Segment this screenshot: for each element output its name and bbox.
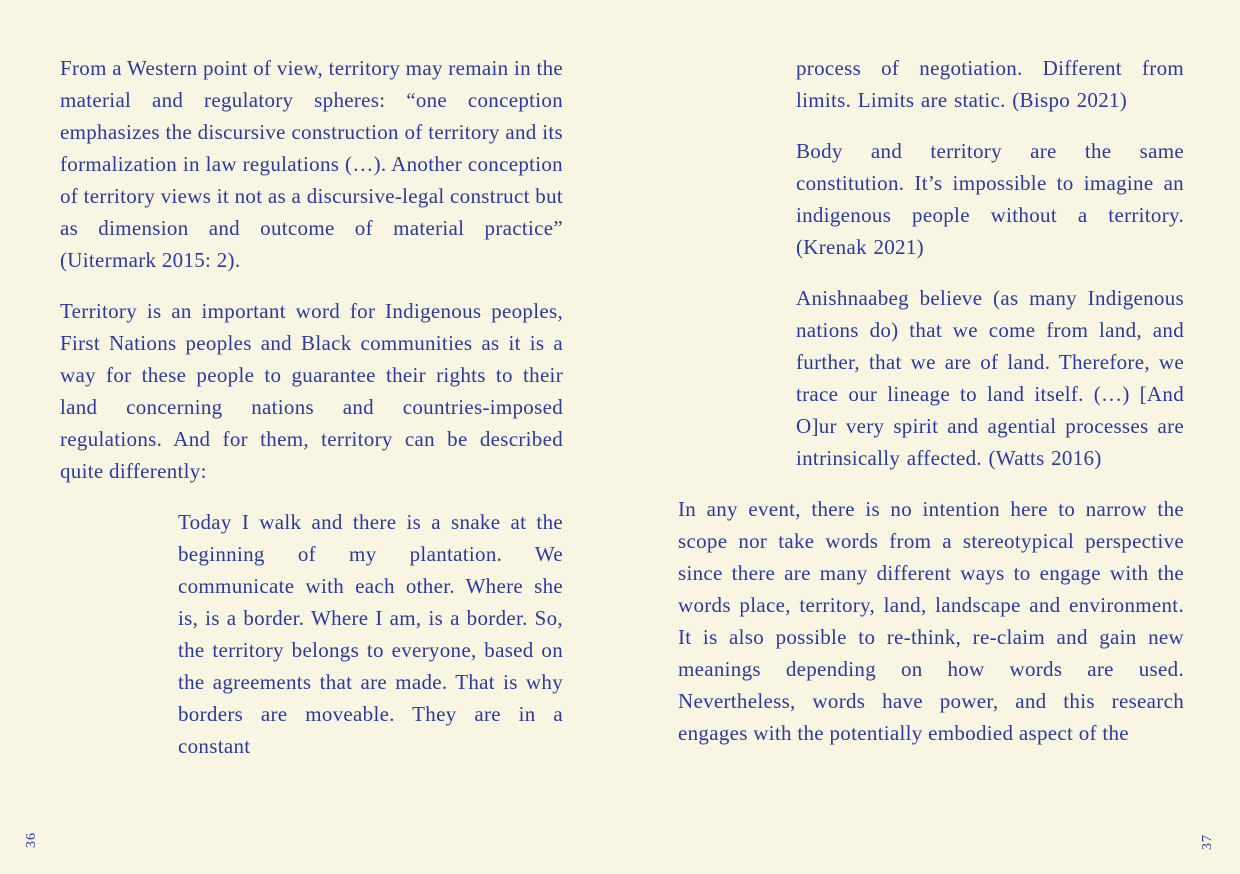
right-blockquote-bispo: process of negotiation. Different from limits. Limits are static. (Bispo 2021)	[796, 56, 1184, 112]
page-number-right: 37	[1200, 834, 1215, 850]
left-paragraph-2: Territory is an important word for Indigenous peoples, First Nations peoples and Black communities as it is a way for these people to guarantee their rights to their land concerning nations and countries-imposed regulations. And for them, territory can be described quite differently:	[60, 299, 563, 483]
left-paragraph-1: From a Western point of view, territory may remain in the material and regulatory spheres: “one conception emphasizes the discursive construction of territory and its formalization in law regulations (…). Another conception of territory views it not as a discursive-legal construct but as dimension and outcome of material practice” (Uitermark 2015: 2).	[60, 56, 563, 272]
right-blockquote-krenak: Body and territory are the same constitution. It’s impossible to imagine an indigenous people without a territory. (Krenak 2021)	[796, 139, 1184, 259]
page-left	[60, 52, 563, 781]
page-number-left: 36	[24, 832, 39, 848]
page-right	[678, 52, 1184, 749]
left-blockquote-snake: Today I walk and there is a snake at the beginning of my plantation. We communicate with each other. Where she is, is a border. Where I am, is a border. So, the territory belongs to everyone, based on the agreements that are made. That is why borders are moveable. They are in a constant	[178, 510, 563, 758]
right-paragraph: In any event, there is no intention here to narrow the scope nor take words from a stereotypical perspective since there are many different ways to engage with the words place, territory, land, landscape and environment. It is also possible to re-think, re-claim and gain new meanings depending on how words are used. Nevertheless, words have power, and this research engages with the potentially embodied aspect of the	[678, 497, 1184, 745]
right-blockquote-watts: Anishnaabeg believe (as many Indigenous nations do) that we come from land, and further, that we are of land. Therefore, we trace our lineage to land itself. (…) [And O]ur very spirit and agential processes are intrinsically affected. (Watts 2016)	[796, 286, 1184, 470]
